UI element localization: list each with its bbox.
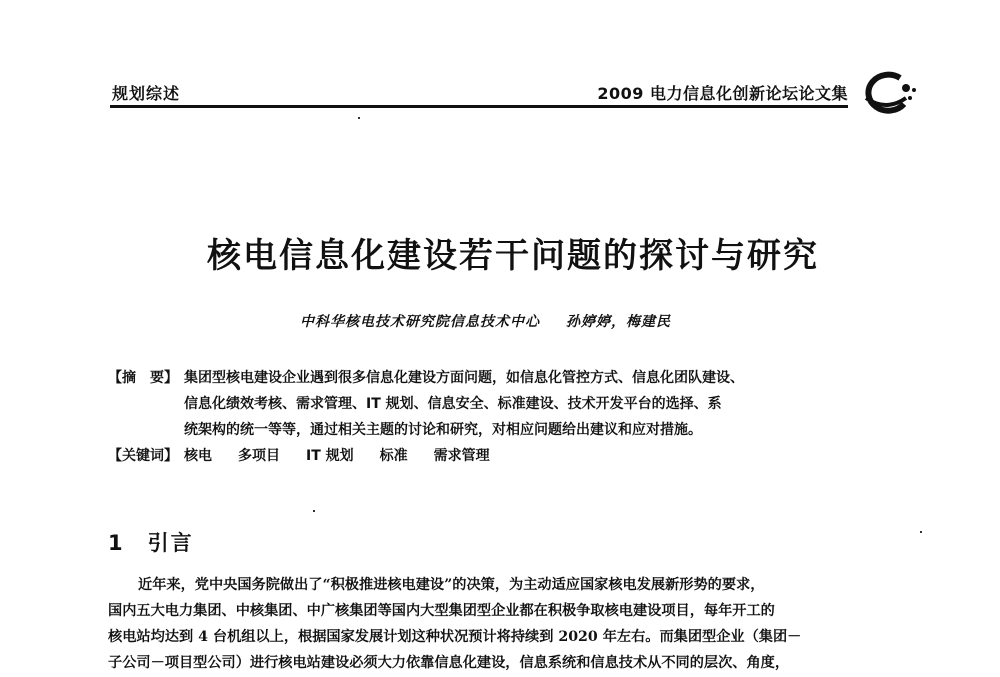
body-line: 近年来，党中央国务院做出了“积极推进核电建设”的决策，为主动适应国家核电发展新形势的要求， [138,577,765,593]
scan-speck [358,117,360,119]
section-heading: 1 引言 [108,531,194,555]
keyword: 核电 [184,448,212,464]
header-rule [110,105,848,108]
abstract-label: 【摘 要】 [108,370,178,386]
author-names: 孙婷婷，梅建民 [566,314,671,330]
forum-logo-icon [856,68,920,120]
abstract-line: 集团型核电建设企业遇到很多信息化建设方面问题，如信息化管控方式、信息化团队建设、 [184,370,744,386]
keywords-label: 【关键词】 [108,448,178,464]
abstract-row [108,365,868,443]
author-affiliation: 中科华核电技术研究院信息技术中心 [300,314,540,330]
keyword: 多项目 [238,448,280,464]
running-header-section: 规划综述 [112,84,181,103]
keyword: 标准 [379,448,408,464]
body-paragraph [108,572,918,676]
abstract-text [184,365,868,443]
body-line: 核电站均达到 4 台机组以上，根据国家发展计划这种状况预计将持续到 2020 年左右。而集团型企业（集团－ [108,629,802,645]
abstract-line: 信息化绩效考核、需求管理、IT 规划、信息安全、标准建设、技术开发平台的选择、系 [184,396,722,412]
keywords-row [108,443,868,469]
scan-speck [313,510,315,512]
keyword: 需求管理 [433,448,490,464]
body-line: 国内五大电力集团、中核集团、中广核集团等国内大型集团型企业都在积极争取核电建设项目，每年开工的 [108,603,775,619]
running-header-publication: 2009 电力信息化创新论坛论文集 [597,84,848,103]
scan-speck [920,531,922,533]
paper-title: 核电信息化建设若干问题的探讨与研究 [207,236,819,276]
body-line: 子公司－项目型公司）进行核电站建设必须大力依靠信息化建设，信息系统和信息技术从不同的层次、角度， [108,655,790,671]
keyword: IT 规划 [306,448,354,464]
abstract-line: 统架构的统一等等，通过相关主题的讨论和研究，对相应问题给出建议和应对措施。 [184,422,702,438]
author-line [300,311,671,331]
abstract-block [108,365,868,469]
